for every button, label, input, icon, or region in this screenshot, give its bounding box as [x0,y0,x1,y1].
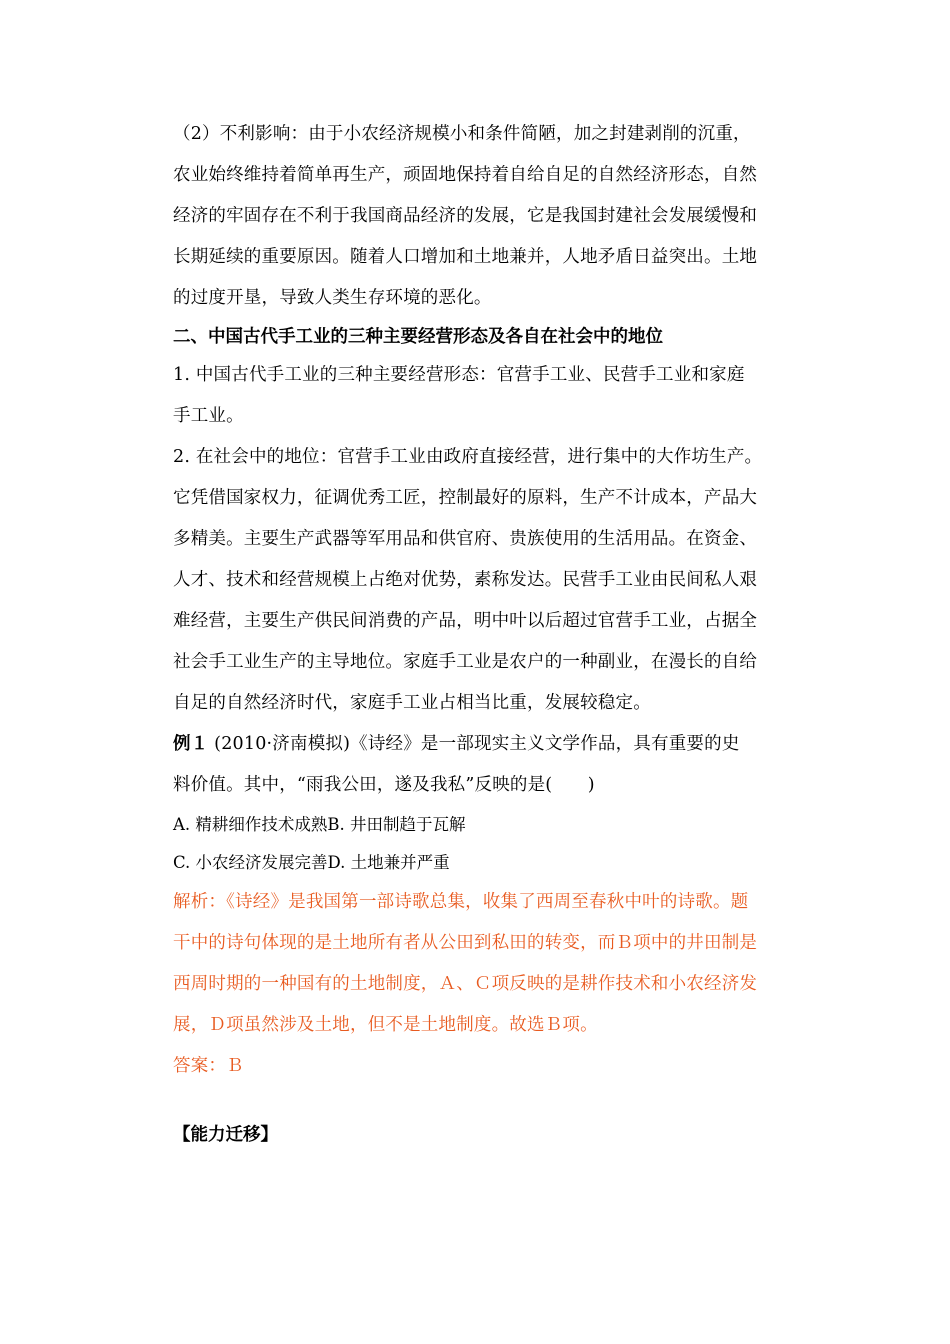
text-line: 手工业。 [173,406,244,426]
section2-item1 [173,355,813,437]
section2-item2 [173,437,813,724]
text-line: 经济的牢固存在不利于我国商品经济的发展，它是我国封建社会发展缓慢和 [173,206,758,226]
document-content [173,114,813,1153]
ability-heading: 【能力迁移】 [173,1125,278,1145]
text-line: 多精美。主要生产武器等军用品和供官府、贵族使用的生活用品。在资金、 [173,529,758,549]
text-line: 的过度开垦，导致人类生存环境的恶化。 [173,288,492,308]
analysis-line: 干中的诗句体现的是土地所有者从公田到私田的转变，而Ｂ项中的井田制是 [173,933,758,953]
text-line: （2）不利影响：由于小农经济规模小和条件简陋，加之封建剥削的沉重， [173,124,751,144]
text-line: 2. 在社会中的地位：官营手工业由政府直接经营，进行集中的大作坊生产。 [173,447,763,467]
option-ab: A. 精耕细作技术成熟B. 井田制趋于瓦解 [173,815,466,834]
section1-paragraph [173,114,813,319]
section2-heading: 二、中国古代手工业的三种主要经营形态及各自在社会中的地位 [173,327,663,347]
text-line: 农业始终维持着简单再生产，顽固地保持着自给自足的自然经济形态，自然 [173,165,758,185]
example-label: 例１ [173,734,209,754]
analysis-paragraph [173,882,813,1087]
analysis-line: 解析：《诗经》是我国第一部诗歌总集，收集了西周至春秋中叶的诗歌。题 [173,892,749,912]
example-question [173,724,813,806]
example-line2: 料价值。其中，“雨我公田，遂及我私”反映的是( ) [173,775,595,795]
text-line: 人才、技术和经营规模上占绝对优势，素称发达。民营手工业由民间私人艰 [173,570,758,590]
text-line: 长期延续的重要原因。随着人口增加和土地兼并，人地矛盾日益突出。土地 [173,247,758,267]
example-first-line [173,724,813,765]
example-line1: (2010·济南模拟)《诗经》是一部现实主义文学作品，具有重要的史 [214,734,740,754]
answer-line: 答案：Ｂ [173,1056,244,1076]
text-line: 1. 中国古代手工业的三种主要经营形态：官营手工业、民营手工业和家庭 [173,365,745,385]
analysis-line: 展，Ｄ项虽然涉及土地，但不是土地制度。故选Ｂ项。 [173,1015,598,1035]
text-line: 自足的自然经济时代，家庭手工业占相当比重，发展较稳定。 [173,693,651,713]
text-line: 难经营，主要生产供民间消费的产品，明中叶以后超过官营手工业，占据全 [173,611,758,631]
analysis-line: 西周时期的一种国有的土地制度，Ａ、Ｃ项反映的是耕作技术和小农经济发 [173,974,758,994]
text-line: 它凭借国家权力，征调优秀工匠，控制最好的原料，生产不计成本，产品大 [173,488,758,508]
text-line: 社会手工业生产的主导地位。家庭手工业是农户的一种副业，在漫长的自给 [173,652,758,672]
spacer [173,1087,813,1117]
option-cd: C. 小农经济发展完善D. 土地兼并严重 [173,853,450,872]
